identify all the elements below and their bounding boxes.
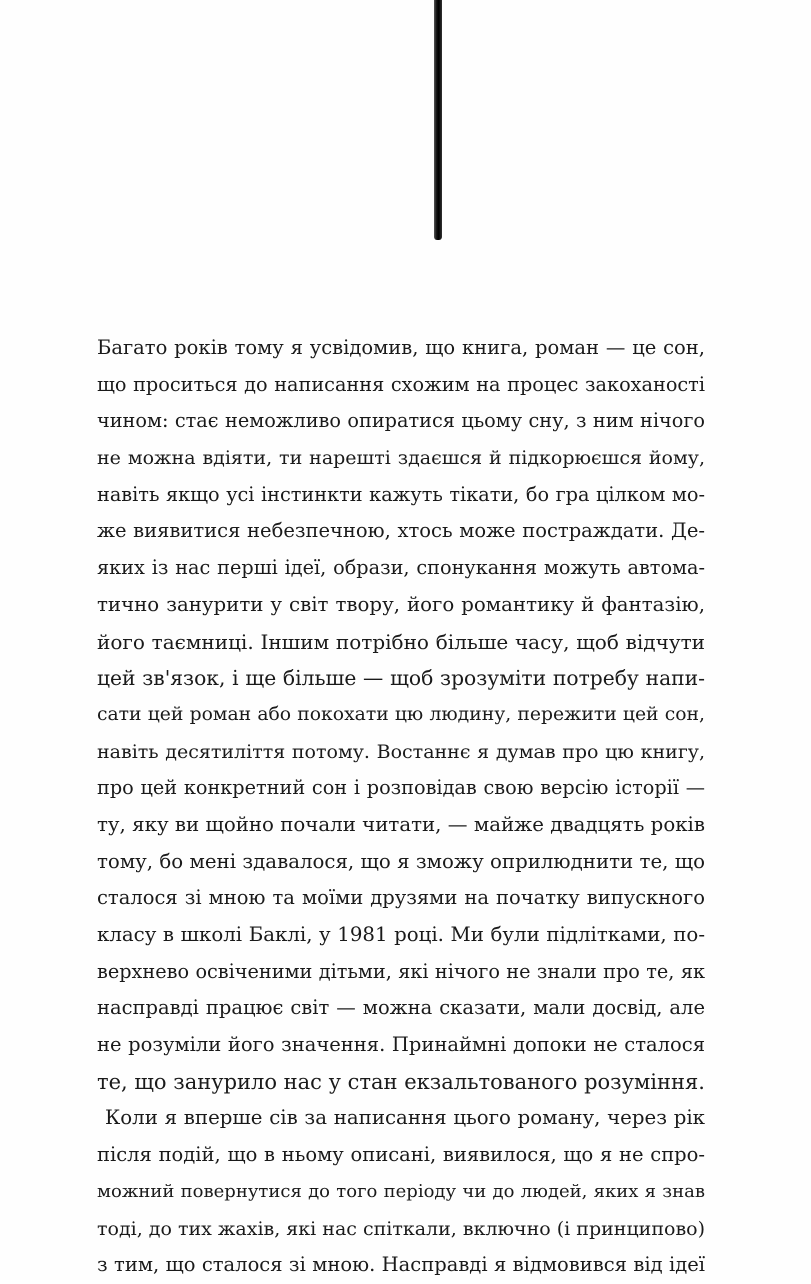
text-line: не можна вдіяти, ти нарешті здаєшся й підкорюєшся йому,: [97, 447, 705, 470]
text-line: можний повернутися до того періоду чи до людей, яких я знав: [97, 1180, 705, 1202]
text-line: же виявитися небезпечною, хтось може постраждати. Де-: [97, 519, 705, 543]
paragraph-1: [97, 330, 705, 1100]
text-line: цей зв'язок, і ще більше — щоб зрозуміти потребу напи-: [97, 666, 705, 691]
text-line: що проситься до написання схожим на процес закоханості: [97, 372, 705, 396]
body-text: [97, 330, 705, 1284]
text-line: класу в школі Баклі, у 1981 році. Ми були підлітками, по-: [97, 923, 705, 946]
text-line: те, що занурило нас у стан екзальтованого розуміння.: [97, 1069, 705, 1094]
text-line: навіть якщо усі інстинкти кажуть тікати, бо гра цілком мо-: [97, 482, 705, 506]
decorative-vertical-bar: [434, 0, 442, 240]
text-line: чином: стає неможливо опиратися цьому сну, з ним нічого: [97, 409, 705, 433]
text-line: тому, бо мені здавалося, що я зможу оприлюднити те, що: [97, 849, 705, 873]
text-line: верхнево освіченими дітьми, які нічого не знали про те, як: [97, 959, 705, 983]
text-line: тоді, до тих жахів, які нас спіткали, включно (і принципово): [97, 1217, 705, 1240]
text-line: ту, яку ви щойно почали читати, — майже двадцять років: [97, 812, 705, 836]
text-line: тично занурити у світ твору, його романтику й фантазію,: [97, 592, 705, 616]
text-line: не розуміли його значення. Принаймні допоки не сталося: [97, 1033, 705, 1057]
text-line: навіть десятиліття потому. Востаннє я думав про цю книгу,: [97, 740, 705, 763]
text-line: після подій, що в ньому описані, виявилося, що я не спро-: [97, 1143, 705, 1167]
text-line: яких із нас перші ідеї, образи, спонукання можуть автома-: [97, 556, 705, 580]
text-line: його таємниці. Іншим потрібно більше часу, щоб відчути: [97, 629, 705, 654]
paragraph-2: [97, 1100, 705, 1283]
text-line: Коли я вперше сів за написання цього роману, через рік: [105, 1106, 705, 1130]
text-line: з тим, що сталося зі мною. Насправді я відмовився від ідеї: [97, 1253, 705, 1277]
text-line: сати цей роман або покохати цю людину, пережити цей сон,: [97, 703, 705, 725]
text-line: про цей конкретний сон і розповідав свою версію історії —: [97, 776, 705, 800]
text-line: сталося зі мною та моїми друзями на початку випускного: [97, 886, 705, 910]
text-line: Багато років тому я усвідомив, що книга, роман — це сон,: [97, 336, 705, 359]
text-line: насправді працює світ — можна сказати, мали досвід, але: [97, 996, 705, 1020]
